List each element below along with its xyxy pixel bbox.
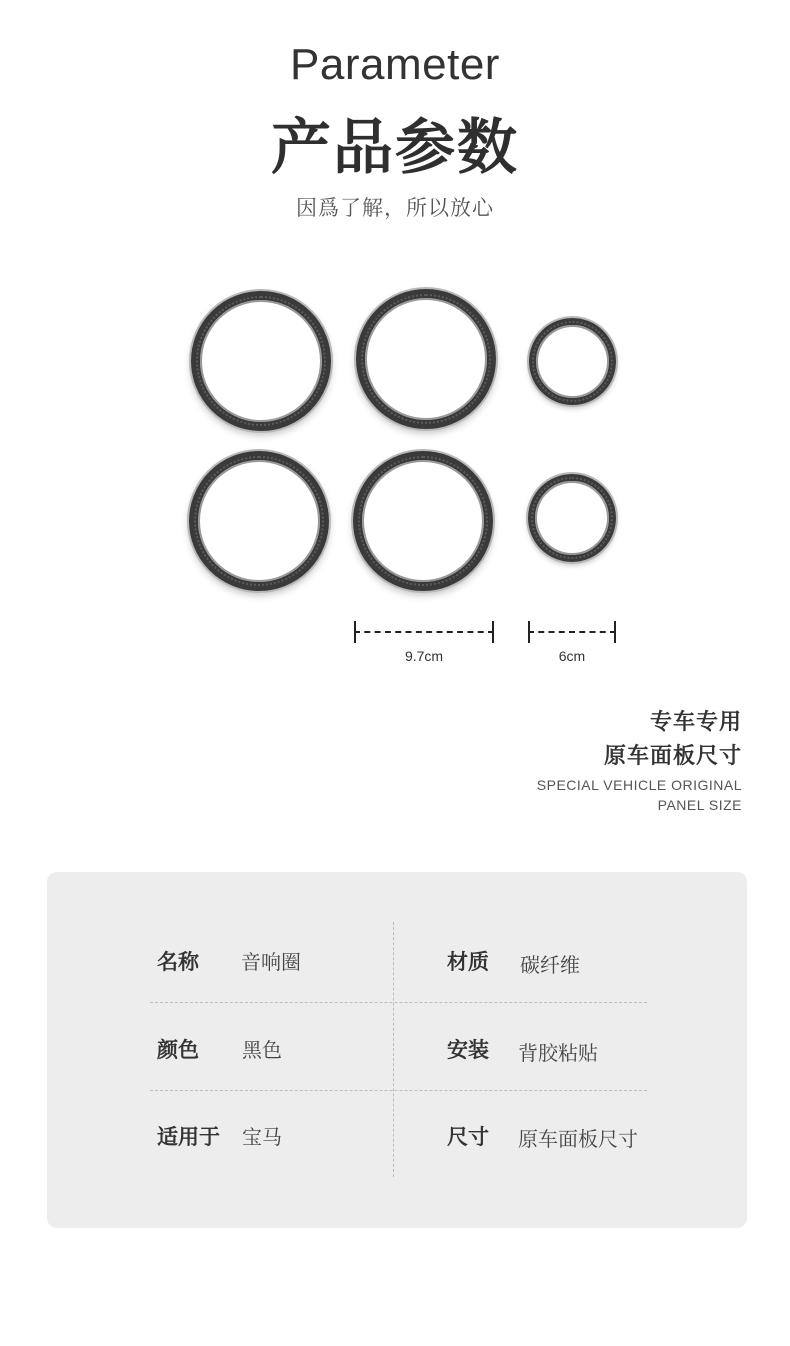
dimension-label-small: 6cm xyxy=(558,648,586,664)
title-en: Parameter xyxy=(290,40,500,89)
param-value-size: 原车面板尺寸 xyxy=(518,1127,638,1151)
param-label-fit: 适用于 xyxy=(157,1125,220,1149)
parameter-table xyxy=(47,872,747,1228)
dimension-marker-small xyxy=(528,621,616,643)
subtitle: 因爲了解，所以放心 xyxy=(296,196,494,220)
param-label-name: 名称 xyxy=(157,950,199,974)
speaker-ring xyxy=(353,451,493,591)
speaker-ring xyxy=(528,474,616,562)
spec-note-line2: 原车面板尺寸 xyxy=(603,744,742,769)
param-label-color: 颜色 xyxy=(157,1038,199,1062)
title-cn: 产品参数 xyxy=(271,113,519,183)
table-divider xyxy=(393,922,394,1177)
spec-note-en-line2: PANEL SIZE xyxy=(657,797,742,813)
param-label-material: 材质 xyxy=(447,950,489,974)
speaker-ring xyxy=(189,451,329,591)
spec-note-en-line1: SPECIAL VEHICLE ORIGINAL xyxy=(536,777,742,793)
speaker-ring xyxy=(191,291,331,431)
speaker-ring xyxy=(529,318,616,405)
param-value-install: 背胶粘贴 xyxy=(518,1041,598,1065)
param-value-color: 黑色 xyxy=(242,1038,282,1062)
dimension-label-large: 9.7cm xyxy=(404,648,444,664)
table-divider xyxy=(150,1002,647,1003)
spec-note-line1: 专车专用 xyxy=(649,710,742,735)
param-value-fit: 宝马 xyxy=(242,1125,282,1149)
param-value-name: 音响圈 xyxy=(241,950,301,974)
param-label-size: 尺寸 xyxy=(447,1125,489,1149)
speaker-ring xyxy=(356,289,496,429)
param-value-material: 碳纤维 xyxy=(520,953,580,977)
table-divider xyxy=(150,1090,647,1091)
param-label-install: 安装 xyxy=(447,1038,489,1062)
dimension-marker-large xyxy=(354,621,494,643)
